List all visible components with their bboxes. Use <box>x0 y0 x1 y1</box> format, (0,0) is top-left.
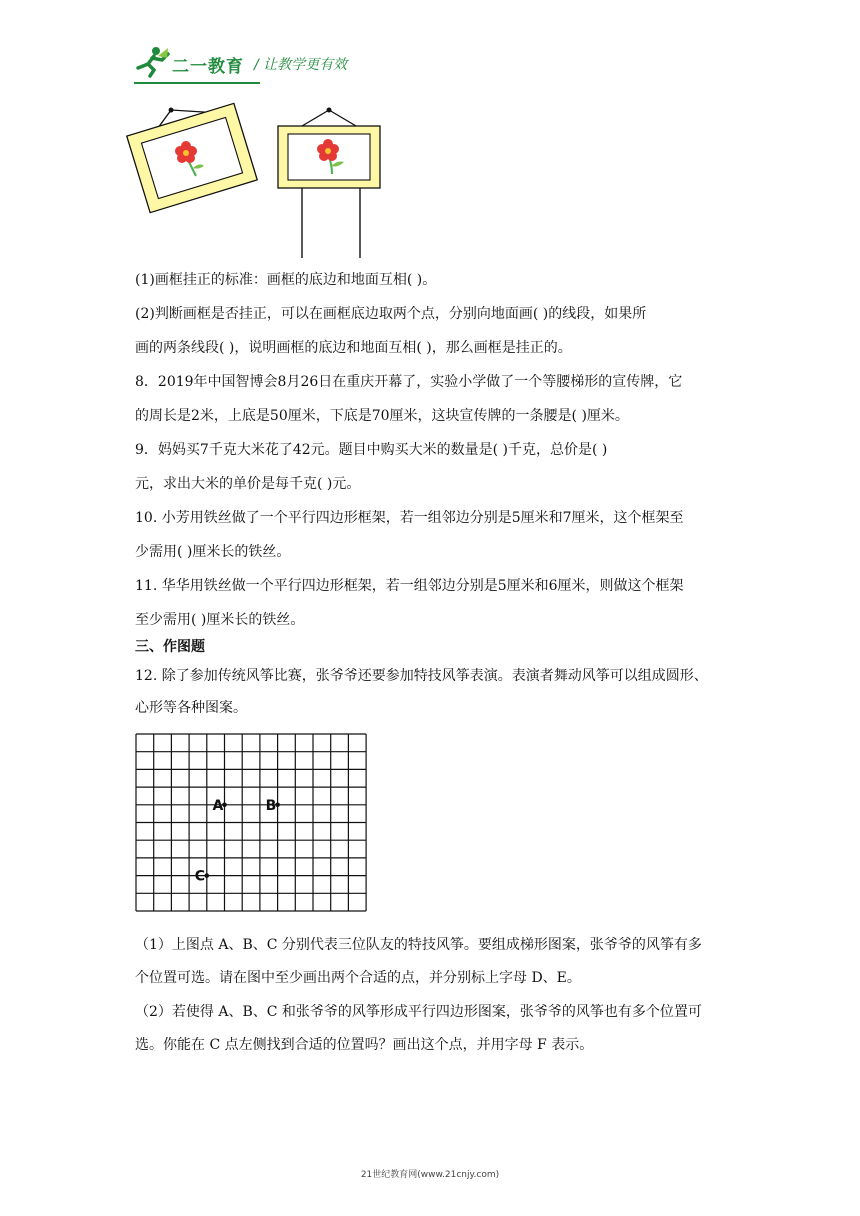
q11-line1: 11. 华华用铁丝做一个平行四边形框架，若一组邻边分别是5厘米和6厘米，则做这个框架 <box>135 578 684 594</box>
q8-line1: 8．2019年中国智博会8月26日在重庆开幕了，实验小学做了一个等腰梯形的宣传牌，它 <box>135 374 683 390</box>
q12-part2-line2: 选。你能在 C 点左侧找到合适的位置吗？画出这个点，并用字母 F 表示。 <box>135 1037 594 1053</box>
q7-part2-line2: 画的两条线段( )，说明画框的底边和地面互相( )，那么画框是挂正的。 <box>135 340 572 356</box>
header-divider <box>134 82 260 84</box>
q9-line1: 9．妈妈买7千克大米花了42元。题目中购买大米的数量是( )千克，总价是( ) <box>135 442 608 458</box>
grid-point-c <box>205 873 210 878</box>
q11-line2: 至少需用( )厘米长的铁丝。 <box>135 612 305 628</box>
q10-line1: 10. 小芳用铁丝做了一个平行四边形框架，若一组邻边分别是5厘米和7厘米，这个框架至 <box>135 510 684 526</box>
q12-part2-line1: （2）若使得 A、B、C 和张爷爷的风筝形成平行四边形图案，张爷爷的风筝也有多个位置可 <box>135 1004 702 1020</box>
logo-text: 二一教育 <box>172 57 244 77</box>
grid-point-label-c: C <box>194 868 206 885</box>
q12-line2: 心形等各种图案。 <box>135 700 247 716</box>
q8-line2: 的周长是2米，上底是50厘米，下底是70厘米，这块宣传牌的一条腰是( )厘米。 <box>135 408 629 424</box>
slogan: / 让教学更有效 <box>254 57 348 73</box>
footer: 21世纪教育网(www.21cnjy.com) <box>360 1170 500 1180</box>
header <box>134 46 734 86</box>
q10-line2: 少需用( )厘米长的铁丝。 <box>135 544 291 560</box>
grid-point-label-b: B <box>265 797 277 814</box>
picture-frames-illustration <box>128 104 428 264</box>
grid-point-label-a: A <box>212 797 224 814</box>
q9-line2: 元，求出大米的单价是每千克( )元。 <box>135 476 361 492</box>
q7-part1: (1)画框挂正的标准：画框的底边和地面互相( )。 <box>135 272 437 288</box>
q12-line1: 12. 除了参加传统风筝比赛，张爷爷还要参加特技风筝表演。表演者舞动风筝可以组成圆形、 <box>135 668 708 684</box>
q7-part2-line1: (2)判断画框是否挂正，可以在画框底边取两个点，分别向地面画( )的线段，如果所 <box>135 306 647 322</box>
dot-grid <box>135 733 367 917</box>
section-heading: 三、作图题 <box>135 639 205 655</box>
straight-frame <box>278 108 380 259</box>
runner-logo-icon <box>134 46 170 76</box>
q12-part1-line2: 个位置可选。请在图中至少画出两个合适的点，并分别标上字母 D、E。 <box>135 970 581 986</box>
q12-part1-line1: （1）上图点 A、B、C 分别代表三位队友的特技风筝。要组成梯形图案，张爷爷的风筝有多 <box>135 937 702 953</box>
